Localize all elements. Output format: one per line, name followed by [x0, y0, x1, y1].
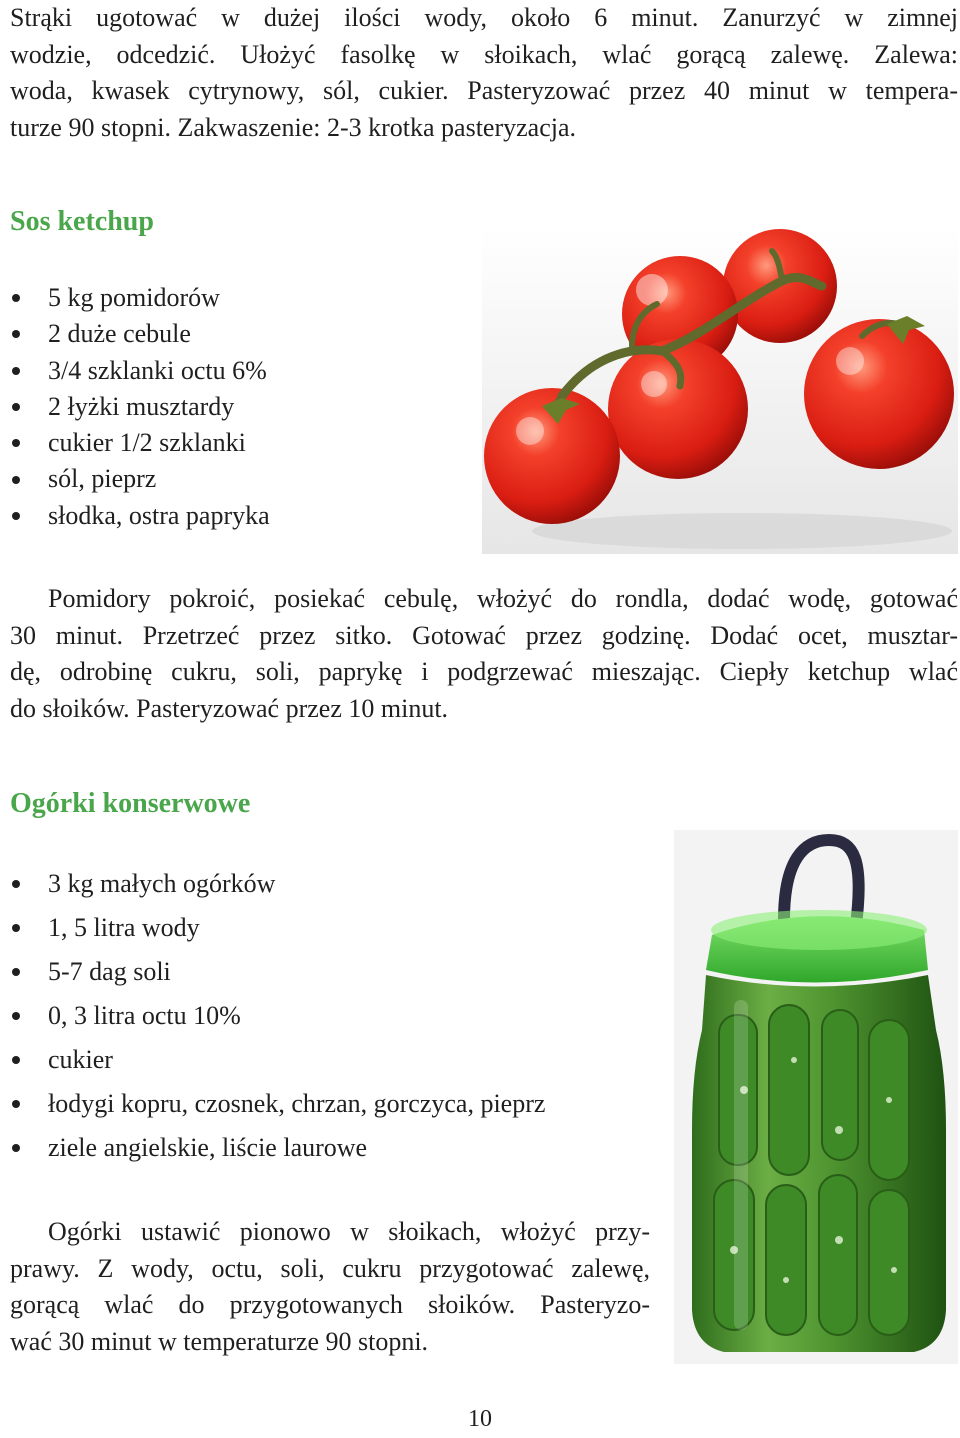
list-item: ziele angielskie, liście laurowe: [10, 1126, 545, 1170]
list-item: 2 duże cebule: [10, 316, 270, 352]
tomatoes-illustration: [482, 226, 958, 554]
cucumbers-instructions-line: gorącą wlać do przygotowanych słoików. Pasteryzo-: [10, 1290, 650, 1319]
cucumber-jar-illustration: [674, 830, 958, 1364]
list-item: 3 kg małych ogórków: [10, 862, 545, 906]
ketchup-instructions-line: Pomidory pokroić, posiekać cebulę, włożyć do rondla, dodać wodę, gotować: [48, 584, 958, 613]
intro-paragraph: [10, 0, 958, 146]
cucumbers-title: Ogórki konserwowe: [10, 788, 251, 819]
list-item: cukier: [10, 1038, 545, 1082]
list-item: 5 kg pomidorów: [10, 280, 270, 316]
list-item: słodka, ostra papryka: [10, 498, 270, 534]
ketchup-instructions: [10, 581, 958, 727]
list-item: 5-7 dag soli: [10, 950, 545, 994]
cucumbers-instructions: [10, 1214, 650, 1360]
ketchup-title: Sos ketchup: [10, 206, 154, 237]
list-item: 0, 3 litra octu 10%: [10, 994, 545, 1038]
list-item: 1, 5 litra wody: [10, 906, 545, 950]
intro-line: wodzie, odcedzić. Ułożyć fasolkę w słoikach, wlać gorącą zalewę. Zalewa:: [10, 39, 958, 69]
tomatoes-photo: [482, 226, 958, 554]
cucumbers-ingredient-list: [10, 862, 545, 1170]
cucumber-jar-photo: [674, 830, 958, 1364]
cucumbers-instructions-line: wać 30 minut w temperaturze 90 stopni.: [10, 1326, 429, 1356]
intro-line: Strąki ugotować w dużej ilości wody, około 6 minut. Zanurzyć w zimnej: [10, 3, 958, 32]
ketchup-instructions-line: do słoików. Pasteryzować przez 10 minut.: [10, 693, 449, 723]
list-item: cukier 1/2 szklanki: [10, 425, 270, 461]
page-number: 10: [468, 1406, 492, 1432]
list-item: 2 łyżki musztardy: [10, 389, 270, 425]
cucumbers-instructions-line: prawy. Z wody, octu, soli, cukru przygotować zalewę,: [10, 1253, 650, 1283]
cucumbers-instructions-line: Ogórki ustawić pionowo w słoikach, włożyć przy-: [48, 1217, 650, 1246]
ketchup-instructions-line: 30 minut. Przetrzeć przez sitko. Gotować przez godzinę. Dodać ocet, musztar-: [10, 620, 958, 650]
list-item: 3/4 szklanki octu 6%: [10, 353, 270, 389]
intro-line: turze 90 stopni. Zakwaszenie: 2-3 krotka pasteryzacja.: [10, 112, 576, 142]
intro-line: woda, kwasek cytrynowy, sól, cukier. Pasteryzować przez 40 minut w tempera-: [10, 76, 958, 105]
ketchup-instructions-line: dę, odrobinę cukru, soli, paprykę i podgrzewać mieszając. Ciepły ketchup wlać: [10, 657, 958, 686]
list-item: łodygi kopru, czosnek, chrzan, gorczyca, pieprz: [10, 1082, 545, 1126]
list-item: sól, pieprz: [10, 461, 270, 497]
ketchup-ingredient-list: [10, 280, 270, 534]
